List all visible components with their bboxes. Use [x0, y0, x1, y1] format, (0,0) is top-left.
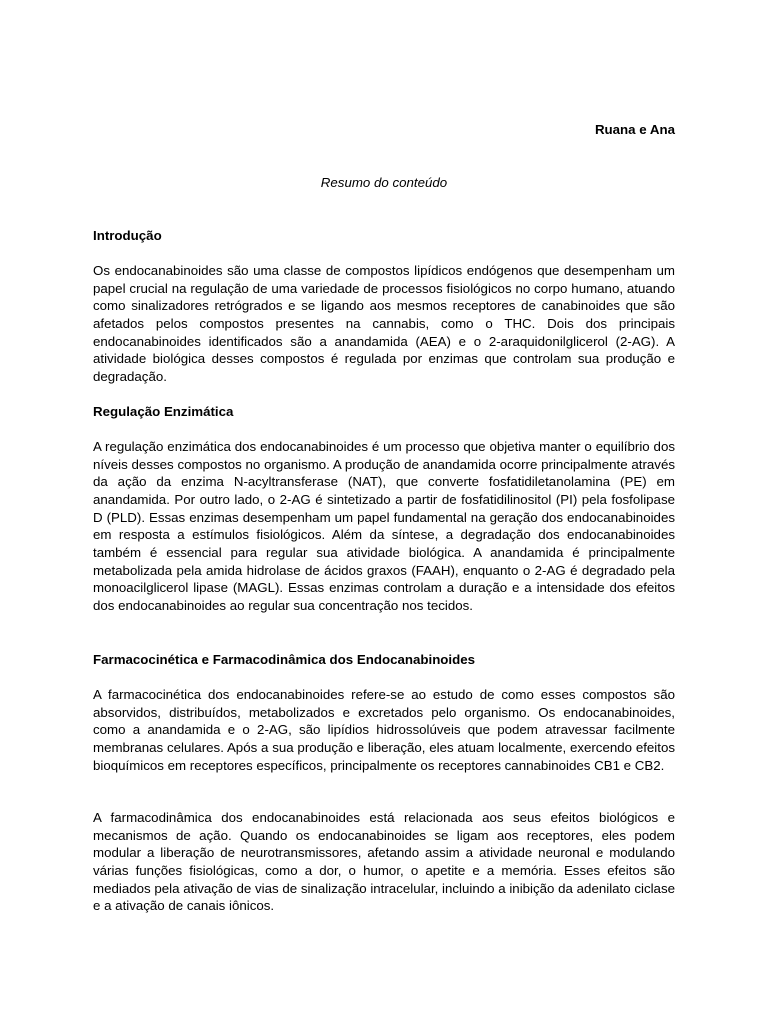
document-subtitle: Resumo do conteúdo	[320, 175, 448, 190]
section-heading-introducao: Introdução	[93, 228, 162, 243]
paragraph-farmacocinetica: A farmacocinética dos endocanabinoides refere-se ao estudo de como esses compostos são absorvidos, distribuídos, metabolizados e excretados pelo organismo. Os endocanabinoides, como a anandamida e o 2-AG, são lipídios hidrossolúveis que podem atravessar facilmente membranas celulares. Após a sua produção e liberação, eles atuam localmente, exercendo efeitos bioquímicos em receptores específicos, principalmente os receptores cannabinoides CB1 e CB2.	[93, 687, 675, 773]
paragraph-farmacodinamica: A farmacodinâmica dos endocanabinoides está relacionada aos seus efeitos biológicos e mecanismos de ação. Quando os endocanabinoides se ligam aos receptores, eles podem modular a liberação de neurotransmissores, afetando assim a atividade neuronal e modulando várias funções fisiológicas, como a dor, o humor, o apetite e a memória. Esses efeitos são mediados pela ativação de vias de sinalização intracelular, incluindo a inibição da adenilato ciclase e a ativação de canais iônicos.	[93, 810, 675, 914]
author-line: Ruana e Ana	[594, 122, 675, 137]
section-heading-regulacao: Regulação Enzimática	[93, 404, 234, 419]
paragraph-regulacao: A regulação enzimática dos endocanabinoides é um processo que objetiva manter o equilíbrio dos níveis desses compostos no organismo. A produção de anandamida ocorre principalmente através da ação da enzima N-acyltransferase (NAT), que converte fosfatidiletanolamina (PE) em anandamida. Por outro lado, o 2-AG é sintetizado a partir de fosfatidilinositol (PI) pela fosfolipase D (PLD). Essas enzimas desempenham um papel fundamental na geração dos endocanabinoides em resposta a estímulos fisiológicos. Além da síntese, a degradação dos endocanabinoides também é essencial para regular sua atividade biológica. A anandamida é principalmente metabolizada pela amida hidrolase de ácidos graxos (FAAH), enquanto o 2-AG é degradado pela monoacilglicerol lipase (MAGL). Essas enzimas controlam a duração e a intensidade dos efeitos dos endocanabinoides ao regular sua concentração nos tecidos.	[93, 439, 675, 613]
section-heading-farmacocinetica: Farmacocinética e Farmacodinâmica dos Endocanabinoides	[93, 652, 476, 667]
paragraph-introducao: Os endocanabinoides são uma classe de compostos lipídicos endógenos que desempenham um papel crucial na regulação de uma variedade de processos fisiológicos no corpo humano, atuando como sinalizadores retrógrados e se ligando aos mesmos receptores de canabinoides que são afetados pelos compostos presentes na cannabis, como o THC. Dois dos principais endocanabinoides identificados são a anandamida (AEA) e o 2-araquidonilglicerol (2-AG). A atividade biológica desses compostos é regulada por enzimas que controlam sua produção e degradação.	[93, 263, 675, 384]
